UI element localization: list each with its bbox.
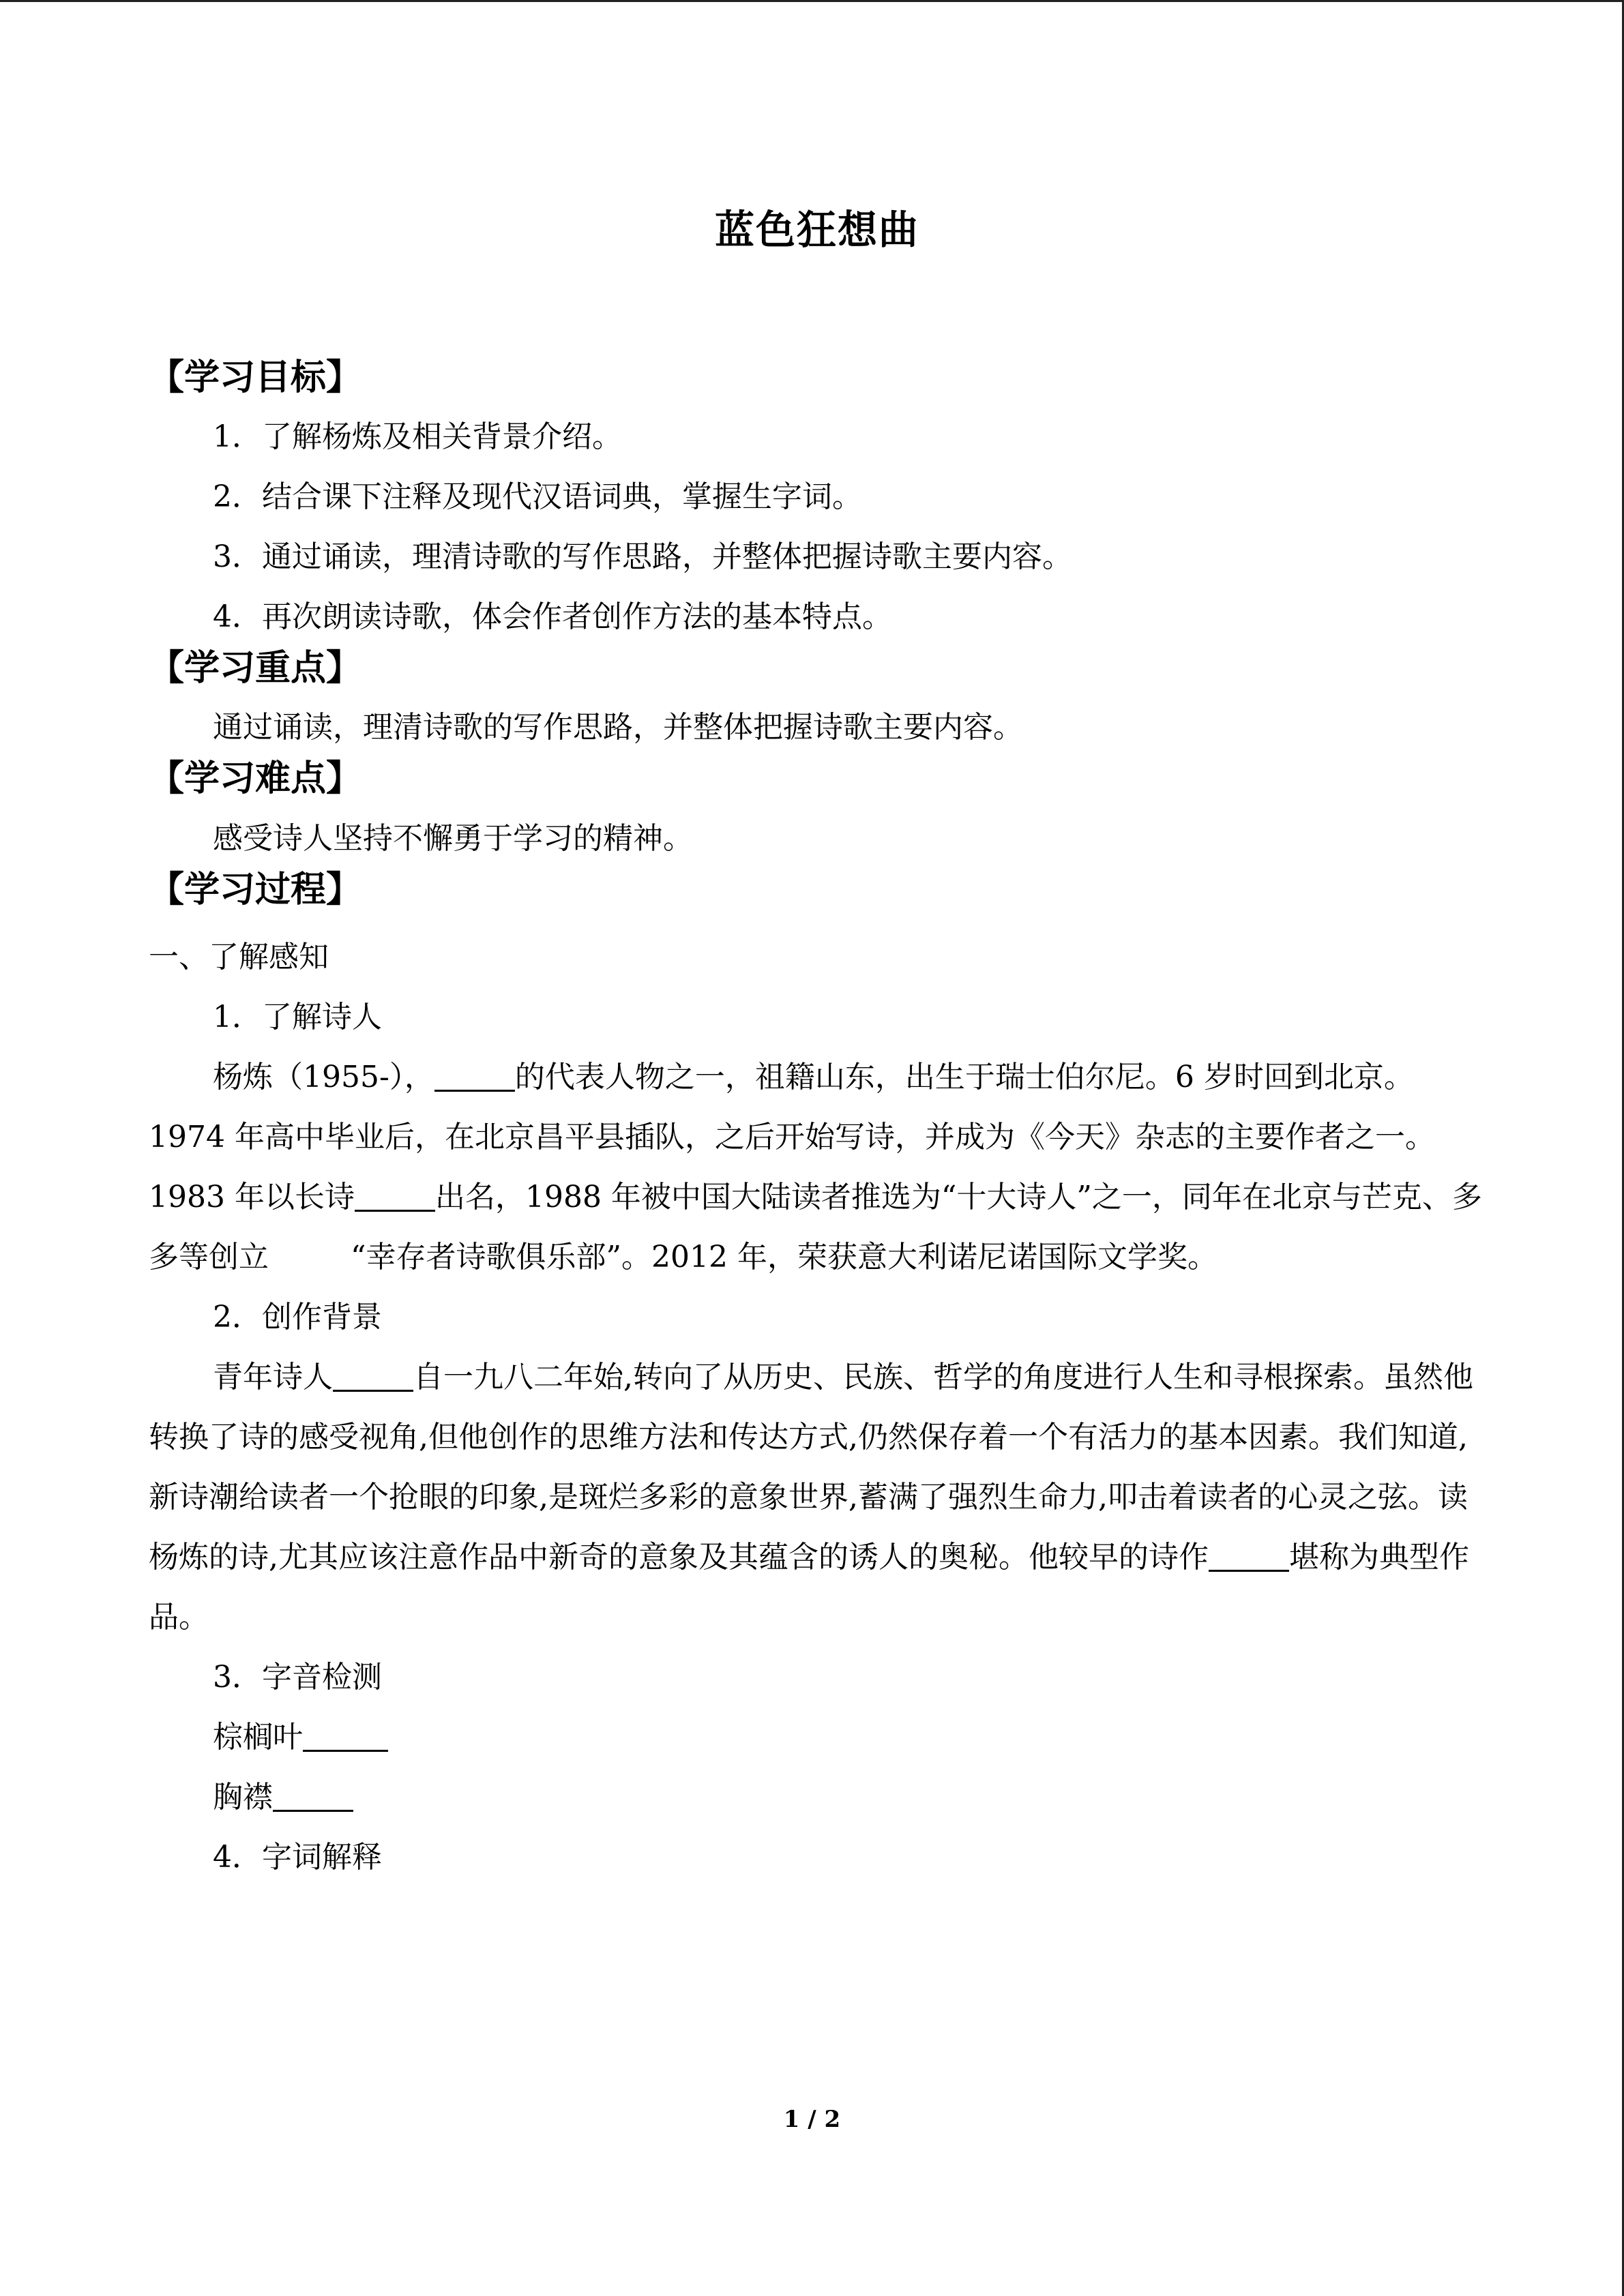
poet-text-4: “幸存者诗歌俱乐部”。2012 年，荣获意大利诺尼诺国际文学奖。: [351, 1240, 1217, 1275]
objective-item: 4．再次朗读诗歌，体会作者创作方法的基本特点。: [213, 599, 892, 634]
poet-text-2: 的代表人物之一，祖籍山东，出生于瑞士伯尔尼。6 岁时回到北京。1974 年高中毕业后，在北京昌平县插队，之后开始写诗，并成为《今天》杂志的主要作者之一。1983 年以长诗: [149, 1060, 1435, 1215]
section-process: [149, 869, 1486, 1888]
subsection-title-background: 2．创作背景: [213, 1300, 382, 1335]
section-heading-objectives: 【学习目标】: [149, 356, 362, 398]
section-difficulties: [149, 758, 1486, 868]
pronunciation-item: [149, 1768, 1486, 1828]
poet-text-3: 出名，1988 年被中国大陆读者推选为“十大诗人”之一，同年在北京与芒克、多多等创立: [149, 1180, 1482, 1275]
fill-blank[interactable]: [355, 1180, 435, 1212]
part-title: 一、了解感知: [149, 940, 329, 975]
difficulties-text: 感受诗人坚持不懈勇于学习的精神。: [213, 820, 693, 856]
subsection-title-pronunciation: 3．字音检测: [213, 1660, 382, 1695]
section-heading-process: 【学习过程】: [149, 868, 362, 910]
section-objectives: [149, 357, 1486, 647]
fill-blank[interactable]: [273, 1780, 353, 1812]
pronunciation-word: 胸襟: [213, 1780, 273, 1815]
fill-blank[interactable]: [333, 1360, 413, 1392]
section-key-points: [149, 647, 1486, 758]
objective-item: 2．结合课下注释及现代汉语词典，掌握生字词。: [213, 479, 862, 514]
fill-blank[interactable]: [434, 1060, 515, 1092]
background-text-2: 自一九八二年始,转向了从历史、民族、哲学的角度进行人生和寻根探索。虽然他转换了诗的感受视角,但他创作的思维方法和传达方式,仍然保存着一个有活力的基本因素。我们知道,新诗潮给读者一个抢眼的印象,是斑烂多彩的意象世界,蓄满了强烈生命力,叩击着读者的心灵之弦。读杨炼的诗,尤其应该注意作品中新奇的意象及其蕴含的诱人的奥秘。他较早的诗作: [149, 1360, 1473, 1575]
document-body: [149, 207, 1486, 1888]
objective-item: 3．通过诵读，理清诗歌的写作思路，并整体把握诗歌主要内容。: [213, 539, 1072, 574]
background-paragraph: [149, 1347, 1486, 1648]
pronunciation-word: 棕榈叶: [213, 1720, 303, 1755]
section-heading-key-points: 【学习重点】: [149, 646, 362, 689]
key-points-text: 通过诵读，理清诗歌的写作思路，并整体把握诗歌主要内容。: [213, 710, 1023, 745]
subsection-title-poet: 1．了解诗人: [213, 1000, 382, 1035]
poet-text-1: 杨炼（1955-），: [213, 1060, 434, 1095]
fill-blank[interactable]: [303, 1720, 388, 1752]
background-text-3: 堪称为典型作品。: [149, 1540, 1469, 1635]
background-text-1: 青年诗人: [213, 1360, 333, 1395]
pronunciation-item: [149, 1708, 1486, 1768]
page-title: 蓝色狂想曲: [714, 207, 919, 253]
section-heading-difficulties: 【学习难点】: [149, 758, 362, 800]
page-indicator: 1 / 2: [783, 2106, 841, 2133]
poet-paragraph: [149, 1047, 1486, 1287]
objective-item: 1．了解杨炼及相关背景介绍。: [213, 419, 622, 454]
fill-blank[interactable]: [1209, 1540, 1289, 1572]
subsection-title-vocab: 4．字词解释: [213, 1840, 382, 1875]
